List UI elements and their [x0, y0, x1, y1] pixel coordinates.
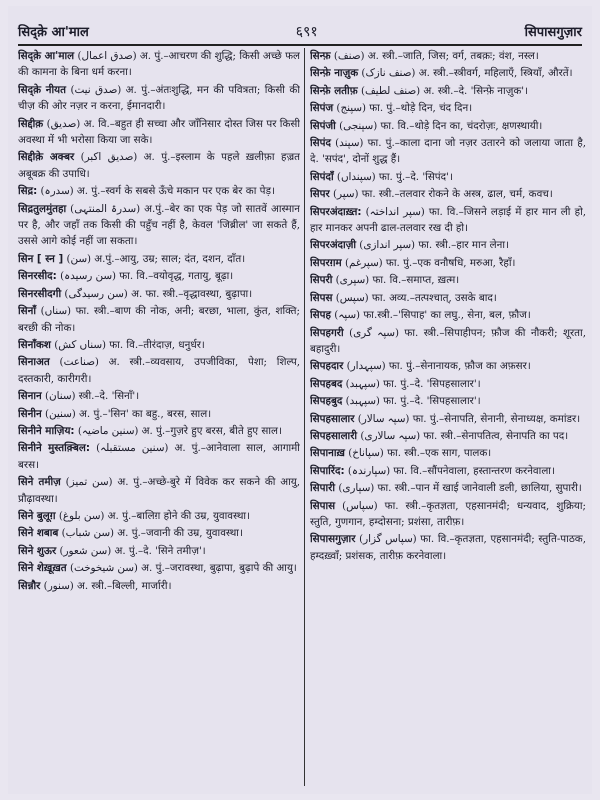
entry-headword: सिनान	[18, 390, 42, 403]
entry-definition: (سپنجی) फा. वि.–थोड़े दिन का, चंदरोज़ः, क्षणस्थायी।	[339, 119, 543, 132]
entry-definition: (سناں کش) फा. वि.–तीरंदाज़, धनुर्धर।	[54, 338, 205, 351]
entry-definition: (سدرۃ المنتہی) अ.पुं.–बेर का एक पेड़ जो सातवें आस्मान पर है, और जहाँ तक किसी की पहुँच नहीं है, केवल 'जिब्रील' जा सकते हैं, उससे आगे कोई नहीं जा सकता।	[18, 202, 300, 248]
entry-definition: (صنف) अ. स्त्री.–जाति, जिस; वर्ग, तबक़ः; वंश, नस्ल।	[333, 50, 539, 62]
entry-headword: सिन [ स्न ]	[18, 252, 64, 265]
entry-headword: सिनीने मुस्तक़्बिल:	[18, 442, 91, 455]
entry-headword: सिपहसालार	[310, 412, 355, 425]
dictionary-entry	[18, 82, 300, 115]
dictionary-entry	[310, 135, 586, 168]
header-left-guideword: सिद्क़े आ'माल	[18, 25, 89, 40]
entry-headword: सिने शुऊर	[18, 544, 57, 557]
dictionary-entry	[18, 406, 300, 422]
entry-headword: सिनरसीदगी	[18, 287, 62, 300]
entry-definition: (سپاس) फा. स्त्री.–कृतज्ञता, एहसानमंदी; धन्यवाद, शुक्रिया; स्तुति, गुणगान, हम्दोसना; प्रशंसा, तारीफ़।	[310, 499, 586, 528]
dictionary-entry	[310, 290, 586, 306]
entry-definition: (سن تمیز) अ. पुं.–अच्छे-बुरे में विवेक कर सकने की आयु, प्रौढ़ावस्था।	[18, 476, 300, 505]
dictionary-entry	[310, 255, 586, 271]
entry-definition: (سن بلوغ) अ. पुं.–बालिग़ होने की उम्र, युवावस्था।	[58, 509, 250, 522]
entry-definition: (سن رسیدگی) अ. फा. स्त्री.–वृद्धावस्था, बुढ़ापा।	[64, 287, 253, 300]
dictionary-entry	[310, 83, 586, 99]
dictionary-entry	[310, 531, 586, 564]
entry-headword: सिपहगरी	[310, 326, 344, 339]
entry-definition: (سپنج) फा. पुं.–थोड़े दिन, चंद दिन।	[336, 102, 473, 115]
entry-definition: (صدیق) अ. वि.–बहुत ही सच्चा और जाँनिसार दोस्त जिस पर किसी अवस्था में भी भरोसा किया जा सके।	[18, 117, 300, 147]
dictionary-entry	[310, 445, 586, 461]
entry-headword: सिन्नौर	[18, 579, 41, 592]
entry-headword: सिपरग़म	[310, 256, 342, 269]
dictionary-entry	[18, 183, 300, 199]
dictionary-entry	[310, 272, 586, 288]
entry-headword: सिनाँकश	[18, 338, 51, 351]
entry-definition: (سپنداں) फा. पुं.–दे. 'सिपंद'।	[336, 170, 453, 183]
entry-headword: सिपस	[310, 291, 333, 304]
dictionary-entry	[18, 48, 300, 81]
entry-headword: सिद्क़े नीयत	[18, 83, 66, 96]
page-header	[18, 20, 582, 42]
entry-headword: सिने शेख़ूख़त	[18, 562, 67, 575]
entry-definition: (سپہبد) फा. पुं.–दे. 'सिपहसालार'।	[345, 395, 481, 408]
entry-headword: सिद्दीक़	[18, 117, 44, 130]
header-rule	[18, 44, 582, 46]
entry-headword: सिने बुलूग़	[18, 509, 56, 522]
entry-headword: सिपहसालारी	[310, 429, 358, 442]
entry-definition: (سپس) फा. अव्य.–तत्पश्चात्, उसके बाद।	[335, 291, 497, 304]
entry-headword: सिद्क़े आ'माल	[18, 50, 75, 62]
entry-definition: (سپہبد) फा. पुं.–दे. 'सिपहसालार'।	[345, 377, 481, 390]
entry-definition: (صدق اعمال) अ. पुं.–आचरण की शुद्धि; किसी अच्छे फल की कामना के बिना धर्म करना।	[18, 50, 300, 79]
dictionary-entry	[310, 376, 586, 392]
entry-definition: (سپاناخ) फा. स्त्री.–एक साग, पालक।	[348, 447, 492, 460]
right-column	[310, 48, 586, 786]
dictionary-entry	[18, 525, 300, 541]
entry-headword: सिन्फ़े लतीफ़	[310, 84, 358, 97]
dictionary-entry	[18, 201, 300, 250]
entry-definition: (صنف نازک) अ. स्त्री.–स्त्रीवर्ग, महिलाएँ, स्त्रियाँ, औरतें।	[361, 67, 573, 80]
entry-definition: (سپر) फा. स्त्री.–तलवार रोकने के अस्त्र, ढाल, चर्म, कवच।	[332, 188, 553, 201]
entry-headword: सिन्फ़	[310, 50, 331, 62]
entry-definition: (سپر انداختہ) फा. वि.–जिसने लड़ाई में हार मान ली हो, हार मानकर अपनी ढाल-तलवार रख दी हो।	[310, 205, 586, 235]
entry-definition: (صناعت) अ. स्त्री.–व्यवसाय, उपजीविका, पेशा; शिल्प, दस्तकारी, कारीगरी।	[18, 356, 300, 385]
entry-headword: सिने तमीज़	[18, 476, 61, 489]
entry-definition: (سن) अ.पुं.–आयु, उम्र; साल; दंत, दशन, दाँत।	[66, 252, 246, 265]
entry-definition: (سپر اندازی) फा. स्त्री.–हार मान लेना।	[359, 239, 509, 252]
entry-headword: सिपरी	[310, 274, 333, 287]
dictionary-entry	[18, 251, 300, 267]
entry-definition: (سپہ) फा.स्त्री.–'सिपाह' का लघु., सेना, बल, फ़ौज।	[334, 309, 531, 322]
entry-headword: सिपरअंदाज़ी	[310, 239, 356, 252]
entry-definition: (سنور) अ. स्त्री.–बिल्ली, मार्जारी।	[43, 579, 172, 592]
dictionary-entry	[18, 354, 300, 387]
left-column	[18, 48, 300, 786]
dictionary-entry	[310, 325, 586, 358]
entry-definition: (سپری) फा. वि.–समाप्त, ख़त्म।	[335, 274, 460, 287]
entry-headword: सिपासगुज़ार	[310, 533, 356, 546]
entry-headword: सिपंदाँ	[310, 170, 334, 183]
dictionary-entry	[310, 204, 586, 237]
dictionary-entry	[18, 116, 300, 149]
dictionary-entry	[18, 303, 300, 336]
dictionary-entry	[310, 118, 586, 134]
dictionary-entry	[310, 100, 586, 116]
entry-headword: सिपास	[310, 499, 336, 512]
entry-headword: सिपरअंदाख़्त:	[310, 205, 362, 218]
dictionary-entry	[18, 423, 300, 439]
header-right-guideword: सिपासगुज़ार	[524, 25, 582, 40]
entry-definition: (سپہ گری) फा. स्त्री.–सिपाहीपन; फ़ौज की नौकरी; शूरता, बहादुरी।	[310, 326, 586, 355]
entry-definition: (سپرغم) फा. पुं.–एक वनौषधि, मरुआ, रैहाँ।	[344, 256, 516, 269]
entry-definition: (سپاس گزار) फा. वि.–कृतज्ञता, एहसानमंदी; स्तुति-पाठक, हम्दख़्वाँ; प्रशंसक, तारीफ़ करनेवाला।	[310, 533, 586, 562]
dictionary-entry	[310, 237, 586, 253]
entry-definition: (سپند) फा. पुं.–काला दाना जो नज़र उतारने को जलाया जाता है, दे. 'सपंद', दोनों शुद्ध हैं।	[310, 137, 586, 166]
dictionary-entry	[310, 411, 586, 427]
entry-definition: (سناں) फा. स्त्री.–बाण की नोक, अनी; बरछा, भाला, कुंत, शक्ति; बरछी की नोक।	[18, 305, 300, 334]
entry-definition: (سپہ سالار) फा. पुं.–सेनापति, सेनानी, सेनाध्यक्ष, कमांडर।	[357, 412, 581, 425]
dictionary-entry	[310, 428, 586, 444]
entry-headword: सिपर	[310, 188, 330, 201]
entry-definition: (صدیق اکبر) अ. पुं.–इस्लाम के पहले ख़लीफ़ा हज़्रत अबूबक्र की उपाधि।	[18, 151, 300, 180]
entry-definition: (سپاری) फा. स्त्री.–पान में खाई जानेवाली डली, छालिया, सुपारी।	[338, 482, 582, 495]
dictionary-entry	[18, 578, 300, 594]
entry-definition: (سن رسیدہ) फा. वि.–वयोवृद्ध, गतायु, बूढ़ा।	[60, 270, 234, 283]
entry-definition: (سن شیخوخت) अ. पुं.–जरावस्था, बुढ़ापा, बुढ़ापे की आयु।	[69, 562, 297, 575]
entry-headword: सिपह	[310, 309, 331, 322]
entry-definition: (سپہدار) फा. पुं.–सेनानायक, फ़ौज का अफ़सर।	[346, 360, 531, 373]
entry-definition: (سن شعور) अ. पुं.–दे. 'सिने तमीज़'।	[59, 544, 206, 557]
dictionary-entry	[18, 337, 300, 353]
dictionary-entry	[18, 560, 300, 576]
dictionary-entry	[18, 388, 300, 404]
entry-headword: सिद्रतुलमुंतहा	[18, 202, 67, 215]
entry-headword: सिपंद	[310, 137, 331, 150]
dictionary-entry	[310, 480, 586, 496]
dictionary-entry	[310, 48, 586, 64]
dictionary-entry	[310, 498, 586, 531]
dictionary-entry	[18, 268, 300, 284]
entry-headword: सिनीन	[18, 407, 42, 420]
column-divider	[304, 48, 305, 786]
entry-headword: सिद्र:	[18, 185, 38, 198]
entry-definition: (صدق نیت) अ. पुं.–अंतःशुद्धि, मन की पवित्रता; किसी की चीज़ की ओर नज़र न करना, ईमानदारी।	[18, 83, 300, 113]
entry-definition: (سنین مستقبلہ) अ. पुं.–आनेवाला साल, आगामी बरस।	[18, 442, 300, 471]
dictionary-entry	[310, 186, 586, 202]
entry-definition: (سنین) अ. पुं.–'सिन' का बहु., बरस, साल।	[45, 407, 212, 420]
entry-headword: सिपहबद	[310, 377, 343, 390]
entry-definition: (سنین ماضیہ) अ. पुं.–गुज़रे हुए बरस, बीते हुए साल।	[77, 424, 282, 437]
entry-headword: सिनाँ	[18, 305, 37, 318]
entry-headword: सिने शबाब	[18, 527, 59, 540]
entry-headword: सिनीने माज़िय:	[18, 424, 75, 437]
entry-headword: सिन्फ़े नाज़ुक	[310, 67, 359, 80]
entry-definition: (سپہ سالاری) फा. स्त्री.–सेनापतित्व, सेनापति का पद।	[360, 429, 569, 442]
entry-headword: सिपहदार	[310, 360, 344, 373]
dictionary-entry	[18, 286, 300, 302]
entry-headword: सिपहबुद	[310, 395, 343, 408]
dictionary-entry	[18, 149, 300, 182]
entry-headword: सिपारिंद:	[310, 464, 345, 477]
dictionary-entry	[18, 508, 300, 524]
entry-headword: सिद्दीक़े अक्बर	[18, 151, 75, 164]
entry-definition: (سپارندہ) फा. वि.–सौंपनेवाला, हस्तान्तरण करनेवाला।	[347, 464, 555, 477]
entry-headword: सिपंजी	[310, 119, 336, 132]
entry-definition: (سدرہ) अ. पुं.–स्वर्ग के सबसे ऊँचे मकान पर एक बेर का पेड़।	[40, 185, 275, 198]
dictionary-entry	[18, 440, 300, 473]
entry-headword: सिपंज	[310, 102, 334, 115]
entry-headword: सिनरसीद:	[18, 270, 57, 283]
entry-headword: सिपारी	[310, 482, 336, 495]
dictionary-entry	[310, 393, 586, 409]
entry-headword: सिपानाख़	[310, 447, 345, 460]
dictionary-entry	[18, 543, 300, 559]
entry-definition: (سن شباب) अ. पुं.–जवानी की उम्र, युवावस्था।	[61, 527, 243, 540]
entry-headword: सिनाअत	[18, 356, 50, 369]
dictionary-entry	[310, 463, 586, 479]
dictionary-entry	[310, 65, 586, 81]
dictionary-page	[8, 6, 592, 794]
entry-definition: (سنان) स्त्री.–दे. 'सिनाँ'।	[45, 390, 140, 403]
page-number: ६९१	[295, 23, 318, 40]
dictionary-entry	[310, 169, 586, 185]
dictionary-entry	[310, 307, 586, 323]
entry-definition: (صنف لطیف) अ. स्त्री.–दे. 'सिन्फ़े नाज़ुक'।	[360, 84, 528, 97]
dictionary-entry	[310, 358, 586, 374]
dictionary-entry	[18, 474, 300, 507]
